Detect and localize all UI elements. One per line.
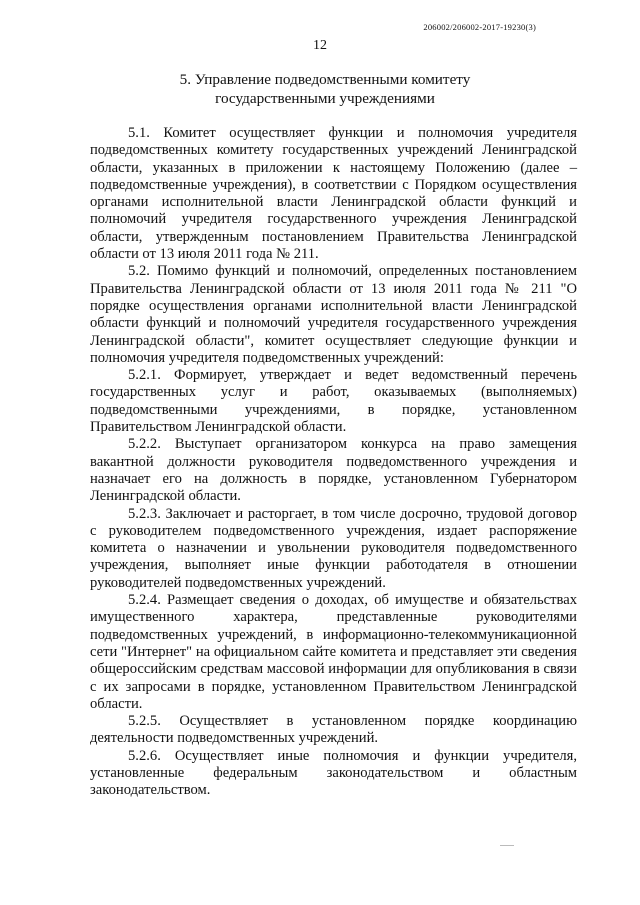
section-title-line-1: 5. Управление подведомственными комитету (179, 71, 471, 88)
page-number: 12 (313, 38, 327, 53)
paragraph-5-2: 5.2. Помимо функций и полномочий, определенных постановлением Правительства Ленинградской области от 13 июля 2011 года № 211 "О порядке осуществления органами исполнительной власти Ленинградской области функций и полномочий учредителя государственного учреждения Ленинградской области", комитет осуществляет следующие функции и полномочия учредителя подведомственных учреждений: (90, 263, 577, 366)
paragraph-5-2-4: 5.2.4. Размещает сведения о доходах, об имуществе и обязательствах имущественного характера, представленные руководителями подведомственных учреждений, в информационно-телекоммуникационной сети "Интернет" на официальном сайте комитета и представляет эти сведения общероссийским средствам массовой информации для опубликования в связи с их запросами в порядке, установленном Правительством Ленинградской области. (90, 592, 577, 712)
paragraph-5-2-2: 5.2.2. Выступает организатором конкурса на право замещения вакантной должности руководителя подведомственного учреждения и назначает его на должность в порядке, установленном Губернатором Ленинградской области. (90, 436, 577, 505)
document-body (90, 125, 577, 800)
section-title-line-2: государственными учреждениями (215, 89, 435, 107)
paragraph-5-2-5: 5.2.5. Осуществляет в установленном порядке координацию деятельности подведомственных учреждений. (90, 713, 577, 747)
document-id: 206002/206002-2017-19230(3) (423, 22, 536, 32)
scan-mark (500, 845, 514, 846)
paragraph-5-1: 5.1. Комитет осуществляет функции и полномочия учредителя подведомственных комитету государственных учреждений Ленинградской области, указанных в приложении к настоящему Положению (далее – подведомственные учреждения), в соответствии с Порядком осуществления органами исполнительной власти Ленинградской области функций и полномочий учредителя государственного учреждения Ленинградской области, утвержденным постановлением Правительства Ленинградской области от 13 июля 2011 года № 211. (90, 125, 577, 263)
paragraph-5-2-6: 5.2.6. Осуществляет иные полномочия и функции учредителя, установленные федеральным законодательством и областным законодательством. (90, 747, 577, 799)
section-title (90, 71, 560, 108)
paragraph-5-2-1: 5.2.1. Формирует, утверждает и ведет ведомственный перечень государственных услуг и работ, оказываемых (выполняемых) подведомственными учреждениями, в порядке, установленном Правительством Ленинградской области. (90, 367, 577, 436)
paragraph-5-2-3: 5.2.3. Заключает и расторгает, в том числе досрочно, трудовой договор с руководителем подведомственного учреждения, издает распоряжение комитета о назначении и увольнении руководителя подведомственного учреждения, выполняет иные функции работодателя в отношении руководителей подведомственных учреждений. (90, 505, 577, 591)
